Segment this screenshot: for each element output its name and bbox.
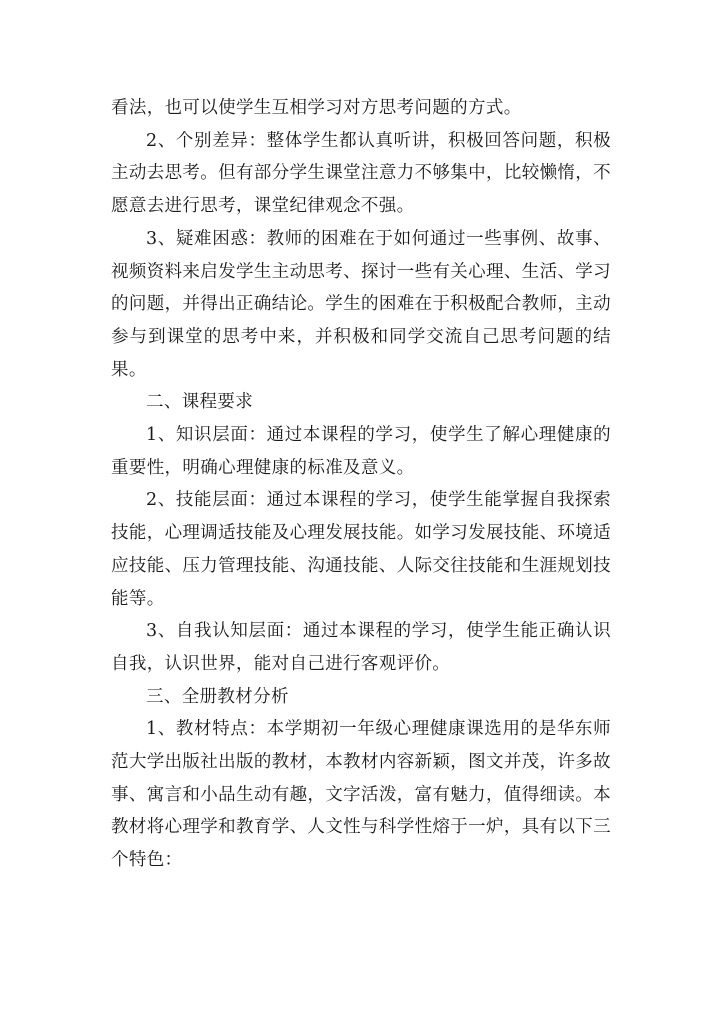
- paragraph-textbook-features: 1、教材特点：本学期初一年级心理健康课选用的是华东师范大学出版社出版的教材，本教材内容新颖，图文并茂，许多故事、寓言和小品生动有趣，文字活泼，富有魅力，值得细读。本教材将心理学和教育学、人文性与科学性熔于一炉，具有以下三个特色：: [111, 719, 611, 871]
- paragraph-continuation: 看法，也可以使学生互相学习对方思考问题的方式。: [111, 98, 522, 118]
- document-body: [111, 92, 611, 877]
- paragraph-knowledge-level: 1、知识层面：通过本课程的学习，使学生了解心理健康的重要性，明确心理健康的标准及意义。: [111, 425, 611, 478]
- paragraph-individual-differences: 2、个别差异：整体学生都认真听讲，积极回答问题，积极主动去思考。但有部分学生课堂注意力不够集中，比较懒惰，不愿意去进行思考，课堂纪律观念不强。: [111, 130, 611, 217]
- paragraph-skill-level: 2、技能层面：通过本课程的学习，使学生能掌握自我探索技能，心理调适技能及心理发展技能。如学习发展技能、环境适应技能、压力管理技能、沟通技能、人际交往技能和生涯规划技能等。: [111, 490, 611, 609]
- section-heading-textbook-analysis: 三、全册教材分析: [146, 686, 289, 707]
- paragraph-self-cognition-level: 3、自我认知层面：通过本课程的学习，使学生能正确认识自我，认识世界，能对自己进行客观评价。: [111, 621, 611, 674]
- section-heading-course-requirements: 二、课程要求: [146, 392, 254, 413]
- paragraph-difficulties: 3、疑难困惑：教师的困难在于如何通过一些事例、故事、视频资料来启发学生主动思考、探讨一些有关心理、生活、学习的问题，并得出正确结论。学生的困难在于积极配合教师，主动参与到课堂的思考中来，并积极和同学交流自己思考问题的结果。: [111, 228, 611, 380]
